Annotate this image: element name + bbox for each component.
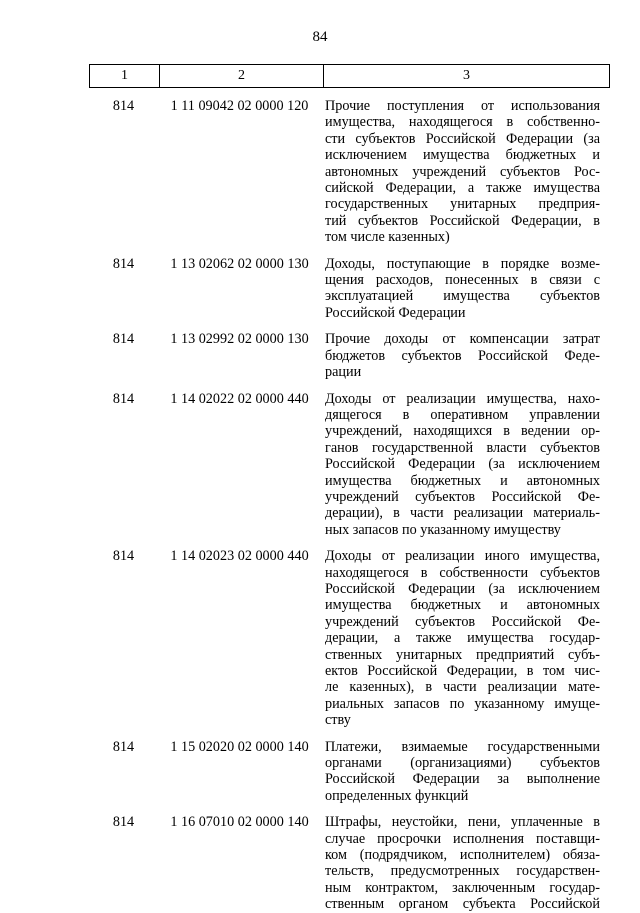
description-line: учреждений, находящихся в ведении ор- <box>325 423 600 440</box>
budget-code-cell: 1 15 02020 02 0000 140 <box>170 738 309 755</box>
description-cell <box>325 256 600 322</box>
description-line: Прочие доходы от компенсации затрат <box>325 331 600 348</box>
description-cell <box>325 331 600 380</box>
admin-code-cell: 814 <box>112 331 135 348</box>
description-line: имущества бюджетных и автономных <box>325 472 600 489</box>
budget-code-cell: 1 14 02022 02 0000 440 <box>170 390 309 407</box>
admin-code-cell: 814 <box>112 548 135 565</box>
table-row <box>89 98 610 246</box>
budget-code-cell: 1 14 02023 02 0000 440 <box>170 548 309 565</box>
description-line: учреждений субъектов Российской Фе- <box>325 613 600 630</box>
table-header <box>89 64 610 88</box>
description-cell <box>325 98 600 246</box>
admin-code-cell: 814 <box>112 390 135 407</box>
description-line: тий субъектов Российской Федерации, в <box>325 212 600 229</box>
description-line: государственных унитарных предприя- <box>325 196 600 213</box>
budget-code-cell: 1 13 02992 02 0000 130 <box>170 331 309 348</box>
description-line: ных запасов по указанному имуществу <box>325 521 561 538</box>
description-line: Прочие поступления от использования <box>325 98 600 114</box>
table-body <box>89 88 610 913</box>
page-number: 84 <box>312 29 328 45</box>
description-line: ственных унитарных предприятий субъ- <box>325 646 600 663</box>
description-line: имущества бюджетных и автономных <box>325 597 600 614</box>
budget-code-cell: 1 16 07010 02 0000 140 <box>170 814 309 831</box>
description-line: бюджетов субъектов Российской Феде- <box>325 347 600 364</box>
table-row <box>89 814 610 912</box>
admin-code-cell: 814 <box>112 98 135 114</box>
description-line: ству <box>325 712 351 729</box>
description-line: имущества, находящегося в собственно- <box>325 114 600 131</box>
description-line: риальных запасов по указанному имуще- <box>325 695 600 712</box>
header-col-3: 3 <box>463 68 470 83</box>
description-cell <box>325 391 600 539</box>
description-line: исключением имущества бюджетных и <box>325 147 600 164</box>
description-line: Доходы от реализации иного имущества, <box>325 548 600 565</box>
description-line: Доходы, поступающие в порядке возме- <box>325 255 600 272</box>
description-line: тельств, предусмотренных государствен- <box>325 863 600 880</box>
table-row <box>89 331 610 380</box>
description-line: эксплуатацией имущества субъектов <box>325 288 600 305</box>
description-line: Российской Федерации (за исключением <box>325 456 600 473</box>
header-col-2: 2 <box>160 65 324 87</box>
description-line: сийской Федерации, а также имущества <box>325 180 600 197</box>
description-line: ле казенных), в части реализации мате- <box>325 679 600 696</box>
description-line: дерации), в части реализации материаль- <box>325 505 600 522</box>
table-row <box>89 739 610 805</box>
header-col-1: 1 <box>90 65 160 87</box>
table-row <box>89 391 610 539</box>
description-line: ганов государственной власти субъектов <box>325 439 600 456</box>
admin-code-cell: 814 <box>112 814 135 831</box>
description-line: Штрафы, неустойки, пени, уплаченные в <box>325 814 600 831</box>
description-line: щения расходов, понесенных в связи с <box>325 272 600 289</box>
description-line: автономных учреждений субъектов Рос- <box>325 163 600 180</box>
table-row <box>89 548 610 728</box>
description-line: ным контрактом, заключенным государ- <box>325 879 600 896</box>
description-line: учреждений субъектов Российской Фе- <box>325 488 600 505</box>
description-cell <box>325 548 600 728</box>
admin-code-cell: 814 <box>112 255 135 272</box>
description-line: рации <box>325 364 362 381</box>
description-line: ком (подрядчиком, исполнителем) обяза- <box>325 847 600 864</box>
description-line: находящегося в собственности субъектов <box>325 564 600 581</box>
description-line: Российской Федерации за выполнение <box>325 771 600 788</box>
description-line: Доходы от реализации имущества, нахо- <box>325 390 600 407</box>
table-row <box>89 256 610 322</box>
budget-code-cell: 1 11 09042 02 0000 120 <box>170 98 309 114</box>
budget-code-cell: 1 13 02062 02 0000 130 <box>170 255 309 272</box>
description-cell <box>325 739 600 805</box>
description-line: случае просрочки исполнения поставщи- <box>325 830 600 847</box>
description-line: Российской Федерации <box>325 304 466 321</box>
description-line: сти субъектов Российской Федерации (за <box>325 130 600 147</box>
admin-code-cell: 814 <box>112 738 135 755</box>
description-line: дерации, а также имущества государ- <box>325 630 600 647</box>
description-line: ственным органом субъекта Российской <box>325 896 600 913</box>
description-line: ектов Российской Федерации, в том чис- <box>325 663 600 679</box>
description-line: Платежи, взимаемые государственными <box>325 738 600 755</box>
description-line: органами (организациями) субъектов <box>325 755 600 772</box>
description-line: Российской Федерации (за исключением <box>325 580 600 597</box>
description-cell <box>325 814 600 912</box>
description-line: том числе казенных) <box>325 229 450 246</box>
description-line: дящегося в оперативном управлении <box>325 406 600 423</box>
description-line: определенных функций <box>325 787 469 804</box>
